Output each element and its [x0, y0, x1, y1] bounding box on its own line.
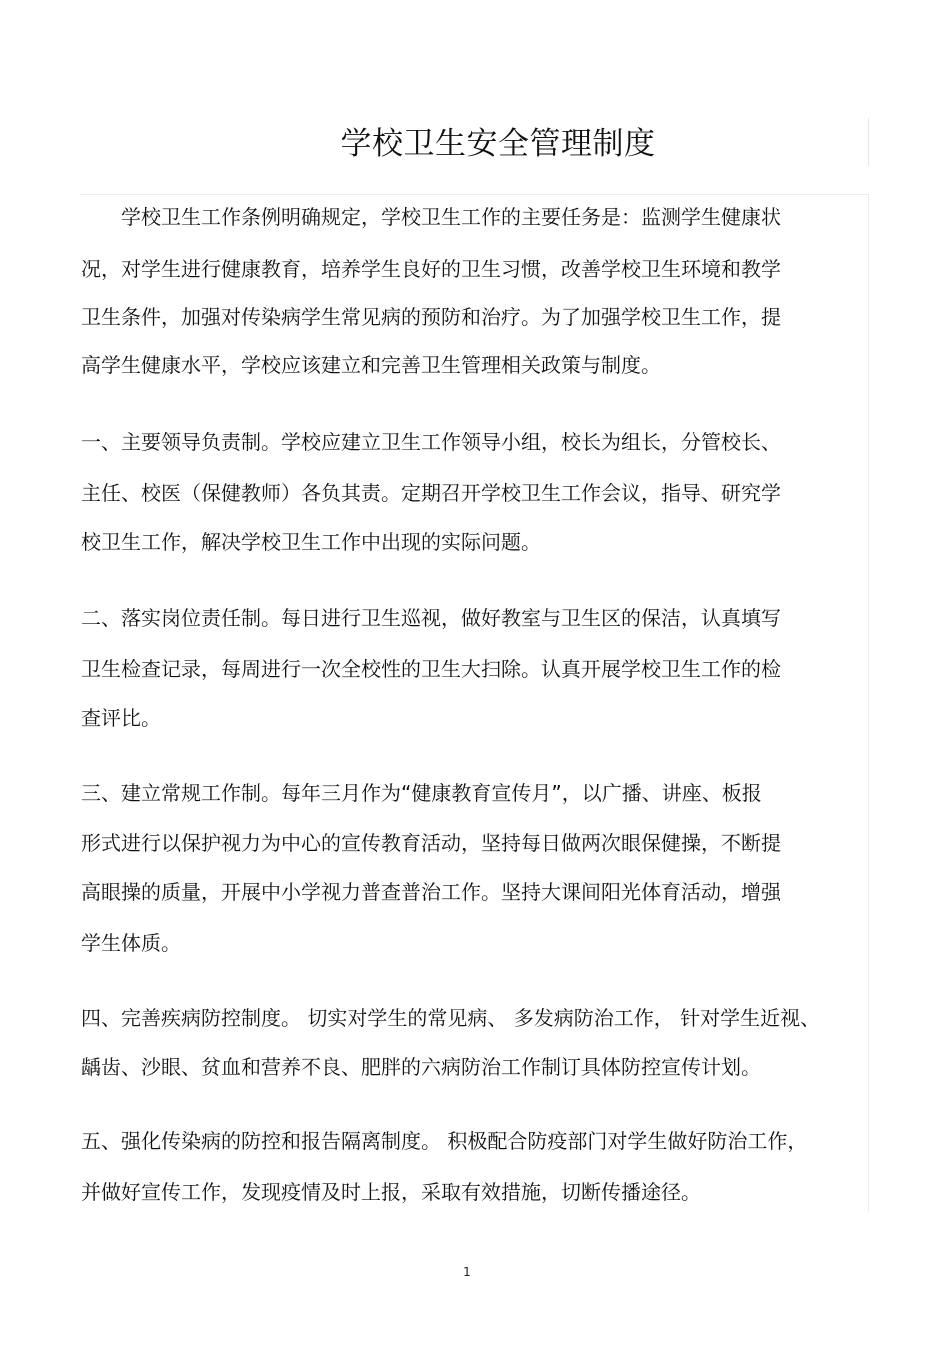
text-line: 四、完善疾病防控制度。 切实对学生的常见病、 多发病防治工作， 针对学生近视、	[81, 1006, 821, 1030]
text-line: 二、落实岗位责任制。每日进行卫生巡视，做好教室与卫生区的保洁，认真填写	[81, 606, 781, 630]
margin-rule-top	[868, 118, 869, 166]
text-line: 查评比。	[81, 706, 161, 730]
text-line: 卫生条件，加强对传染病学生常见病的预防和治疗。为了加强学校卫生工作，提	[81, 305, 781, 329]
document-title: 学校卫生安全管理制度	[340, 126, 656, 162]
margin-rule-right	[868, 194, 869, 1212]
text-line: 形式进行以保护视力为中心的宣传教育活动，坚持每日做两次眼保健操，不断提	[81, 831, 781, 855]
header-rule	[80, 194, 869, 195]
text-line: 主任、校医（保健教师）各负其责。定期召开学校卫生工作会议，指导、研究学	[81, 481, 781, 505]
text-line: 一、主要领导负责制。学校应建立卫生工作领导小组，校长为组长，分管校长、	[81, 430, 781, 454]
text-line: 三、建立常规工作制。每年三月作为“健康教育宣传月”，以广播、讲座、板报	[81, 781, 762, 805]
text-line: 卫生检查记录，每周进行一次全校性的卫生大扫除。认真开展学校卫生工作的检	[81, 657, 781, 681]
text-line: 况，对学生进行健康教育，培养学生良好的卫生习惯，改善学校卫生环境和教学	[81, 257, 781, 281]
text-line: 并做好宣传工作，发现疫情及时上报，采取有效措施，切断传播途径。	[81, 1180, 701, 1204]
text-line: 学校卫生工作条例明确规定，学校卫生工作的主要任务是：监测学生健康状	[121, 205, 781, 229]
text-line: 学生体质。	[81, 931, 181, 955]
text-line: 高眼操的质量，开展中小学视力普查普治工作。坚持大课间阳光体育活动，增强	[81, 880, 781, 904]
page-number: 1	[463, 1265, 471, 1279]
text-line: 五、强化传染病的防控和报告隔离制度。 积极配合防疫部门对学生做好防治工作，	[81, 1129, 808, 1153]
text-line: 高学生健康水平，学校应该建立和完善卫生管理相关政策与制度。	[81, 353, 661, 377]
text-line: 校卫生工作，解决学校卫生工作中出现的实际问题。	[81, 530, 541, 554]
text-line: 龋齿、沙眼、贫血和营养不良、肥胖的六病防治工作制订具体防控宣传计划。	[81, 1055, 761, 1079]
